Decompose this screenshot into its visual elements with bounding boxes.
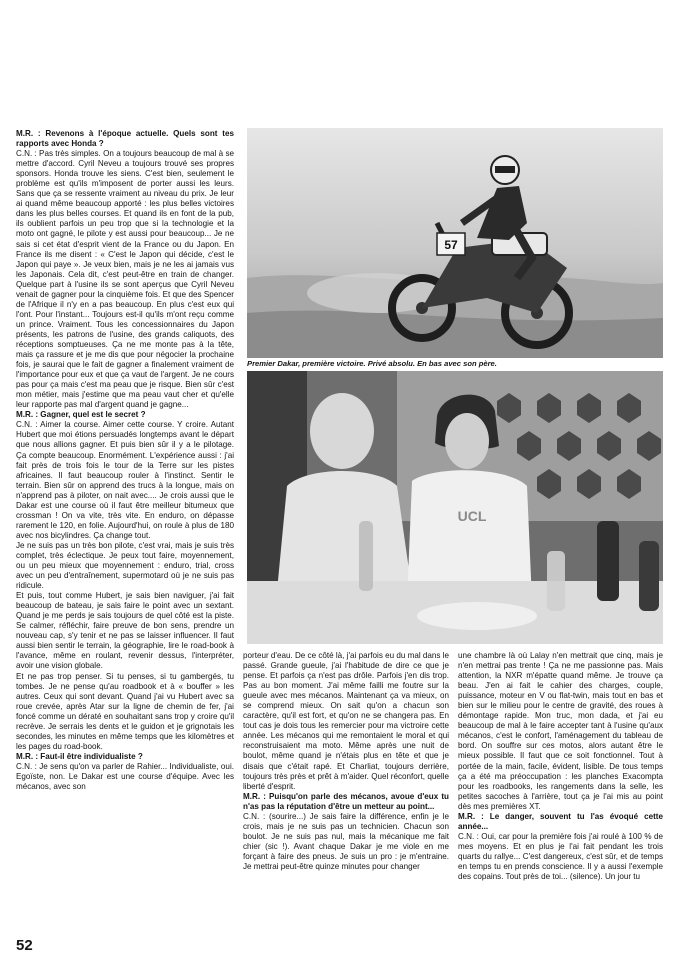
dakar-motorcycle-photo bbox=[247, 128, 663, 358]
question-individualist: M.R. : Faut-il être individualiste ? bbox=[16, 751, 143, 761]
bottom-middle-text-column bbox=[243, 651, 449, 951]
father-son-table-photo bbox=[247, 371, 663, 644]
number-plate-text: 57 bbox=[444, 238, 458, 252]
paragraph-mechanics-team: porteur d'eau. De ce côté là, j'ai parfois eu du mal dans le passé. Grande gueule, j'ai l'habitude de dire ce que je pense. Et parfois ça n'est pas drôle. Parfois j'en dis trop. Pas au bon moment. J'ai même failli me foutre sur la gueule avec mes mécanos. Maintenant ça va mieux, on se comprend mieux. On sait qu'on a chacun son caractère, qu'il est fort, et qu'on ne se changera pas. En tout cas je dois tous les remercier pour ma victroire cette année. Les mécanos qui me remontaient le moral et qui reconstruisaient ma moto. Même après une nuit de boulot, même quand je n'étais plus en tête et que je disais que c'était rapé. Et Charliat, toujours derrière, toujours très près et prêt à m'aider. Quel réconfort, quelle liberté d'esprit. bbox=[243, 651, 449, 791]
answer-danger: C.N. : Oui, car pour la première fois j'ai roulé à 100 % de mes moyens. Et en plus je l'ai fait pendant les trois quarts du rallye... C'est dangereux, c'est sûr, et de temps en temps tu en prends conscience. Il y a aussi l'exemple des copains. Tout près de toi... (silence). Un jour tu bbox=[458, 831, 663, 882]
bottom-right-text-column bbox=[458, 651, 663, 951]
question-mechanics: M.R. : Puisqu'on parle des mécanos, avoue d'eux tu n'as pas la réputation d'être un metteur au point... bbox=[243, 791, 449, 811]
question-current-era: M.R. : Revenons à l'époque actuelle. Quels sont tes rapports avec Honda ? bbox=[16, 129, 234, 149]
question-danger: M.R. : Le danger, souvent tu l'as évoqué cette année... bbox=[458, 811, 663, 831]
photo-caption: Premier Dakar, première victoire. Privé absolu. En bas avec son père. bbox=[247, 359, 497, 368]
answer-love-racing: C.N. : Aimer la course. Aimer cette course. Y croire. Autant Hubert que moi étions persuadés longtemps avant le départ que nous allions gagner. Et puis bien sûr il y a le pilotage. Ça compte beaucoup. Enormément. L'expérience aussi : j'ai fait près de trois fois le tour de la Terre sur les pistes africaines. Il faut beaucoup rouler à l'instinct. Sentir le terrain. Bien sûr on apprend des trucs à la longue, mais on n'apprend pas à piloter, on nait avec.... Je crois aussi que le Dakar est une course où il faut être meilleur bitumeux que crossman ! On va vite, très vite. En enduro, on dépasse rarement le 120, en folie. Aujourd'hui, on roule à plus de 180 avec nos bicylindres. Ça change tout. bbox=[16, 420, 234, 540]
shirt-text: UCL bbox=[457, 508, 487, 524]
answer-not-technician: C.N. : (sourire...) Je sais faire la différence, enfin je le crois, mais je ne suis pas un technicien. Chacun son boulot. Je ne suis pas nul, mais la mécanique me fait chier (sic !). Avant chaque Dakar je me viole en me forçant à faire des pneus. Je suis un pro : je m'entraine. Je mettrai peut-être quinze minutes pour changer bbox=[243, 811, 449, 871]
paragraph-nxr-comfort: une chambre là où Lalay n'en mettrait que cinq, mais je n'en mettrai pas trente ! Ça ne me passionne pas. Mais attention, la NXR m'épatte quand même. Je trouve ça beau. J'en ai fait le cahier des charges, couple, puissance, moteur en V ou flat-twin, mais tout en bas et bien sur le milieu pour le centre de gravité, des roues à démontage rapide. Mon truc, mon dada, et j'ai eu beaucoup de mal à le faire accepter tant à l'usine qu'aux mécanos, c'est le confort, l'aménagement du tableau de bord. On souffre sur ces motos, alors autant être le mieux possible. Il faut que ce soit fonctionnel. Tout à portée de la main, facile, évident, lisible. De tous temps ça a été ma préoccupation : les planches Exacompta pour les roadbooks, les rangements dans la selle, les petites sacoches à l'arrière, tout ça je l'ai mis au point dès mes premières XT. bbox=[458, 651, 663, 811]
paragraph-navigation: Et puis, tout comme Hubert, je sais bien naviguer, j'ai fait beaucoup de bateau, je sais faire le point avec un sextant. Quand je me perds je sais toujours de quel côté est la piste. Se calmer, réfléchir, faire preuve de bon sens, prendre un nouveau cap, s'y tenir et ne pas se laisser influencer. Il faut aussi bien sentir le terrain, la géographie, lire le road-book à l'avance, même en roulant, revenir dessus, l'interpréter, avoir une vision globale. bbox=[16, 591, 234, 671]
page-number: 52 bbox=[16, 937, 33, 954]
answer-rahier: C.N. : Je sens qu'on va parler de Rahier... Individualiste, oui. Egoïste, non. Le Dakar est une course d'équipe. Avec les mécanos, avec son bbox=[16, 761, 234, 792]
answer-honda-relations: C.N. : Pas très simples. On a toujours beaucoup de mal à se mettre d'accord. Cyril Neveu a toujours trouvé ses propres sponsors. Honda trouve les siens. C'est bien, seulement le problème est qu'ils m'imposent de porter aussi les leurs. Sans que ça se ressente vraiment au niveau du prix. Je leur ai quand même beaucoup apporté : les plus belles victoires dans les plus belles courses. Et quand ils en font de la pub, ils oublient parfois un peu trop que si la technologie et la moto ont gagné, le pilote y est aussi pour beaucoup... Je ne sais si cet état d'esprit vient de la France ou du Japon. En France ils me disent : « C'est le Japon qui décide, c'est le Japon qui paye ». Je veux bien, mais je ne les ai jamais vus les Japonais. Cela dit, c'est peut-être en train de changer. Quelque part à l'usine ils se sont aperçus que Cyril Neveu venait de gagner pour la cinquième fois. Et que des Spencer de l'Afrique il n'y en a pas beaucoup. En plus c'est eux qui l'ont. Pour l'instant... Toujours est-il qu'ils m'ont reçu comme un prince. Vraiment. Tous les concessionnaires du Japon présents, les patrons de l'usine, des grands caliquots, des réceptions somptueuses. Ça ne me monte pas à la tête, mais ça rassure et je me dis que pour négocier la prochaine fois, je saurai que le fait de gagner a finalement vraiment de l'importance pour eux et que ça vaut de l'argent. Je ne cours pas pour ça mais c'est ma peau que je risque. Bien sûr c'est mon métier, mais j'estime que ma peau vaut cher et qu'elle leur rapporte pas mal d'argent quand je gagne... bbox=[16, 149, 234, 410]
paragraph-dont-think: Et ne pas trop penser. Si tu penses, si tu gambergés, tu tombes. Je ne pense qu'au roadbook et à « bouffer » les autres. Ceux qui sont devant. Quand j'ai vu Hubert avec sa roue crevée, après Atar sur la ligne de chemin de fer, j'ai foncé comme un dératé en souhaitant sans trop y croire qu'il recrève. Je serrais les dents et le guidon et je grignotais les secondes, les minutes en même temps que les kilomètres et les pages du road-book. bbox=[16, 671, 234, 751]
paragraph-complete-rider: Je ne suis pas un très bon pilote, c'est vrai, mais je suis très complet, très éclectique. Je peux tout faire, moyennement, ou un peu mieux que moyennement : enduro, trial, cross avec un peu d'entraînement, supermotard où je ne suis pas ridicule. bbox=[16, 540, 234, 591]
left-text-column bbox=[16, 129, 234, 937]
question-winning-secret: M.R. : Gagner, quel est le secret ? bbox=[16, 410, 146, 420]
